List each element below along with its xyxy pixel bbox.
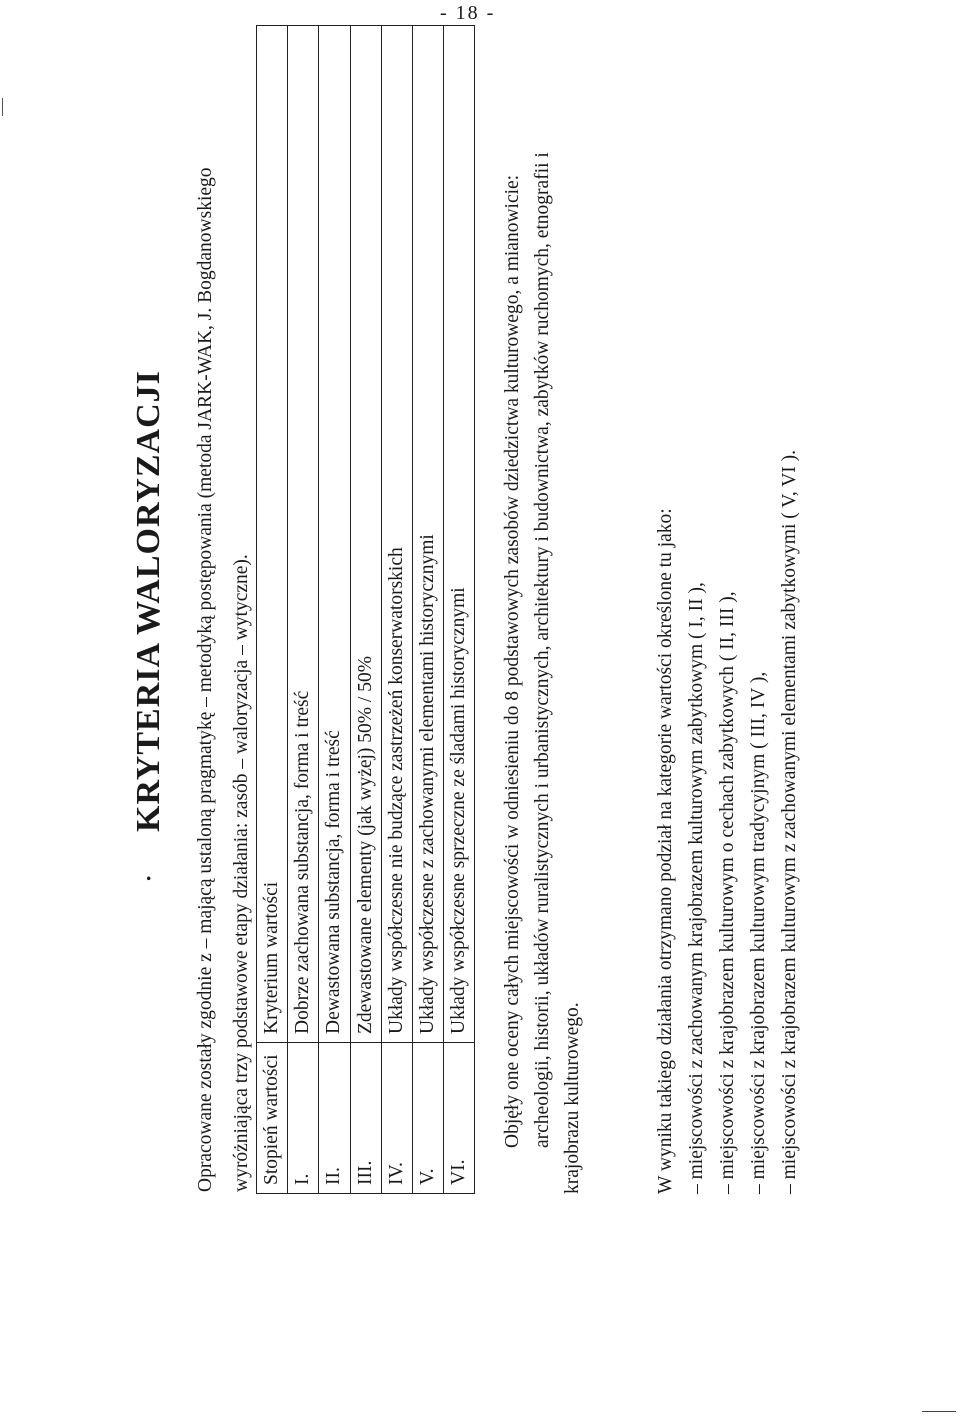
row-degree: III.: [350, 1043, 381, 1194]
table-row: [381, 26, 412, 1194]
heading-title: KRYTERIA WALORYZACJI: [130, 370, 167, 832]
row-criterion: Układy współczesne nie budzące zastrzeżeń konserwatorskich: [381, 26, 412, 1043]
scan-mark: [2, 98, 3, 116]
criteria-table: [256, 25, 475, 1194]
table-row: [350, 26, 381, 1194]
header-degree: Stopień wartości: [257, 1043, 288, 1194]
table-row: [412, 26, 443, 1194]
row-criterion: Układy współczesne sprzeczne ze śladami historycznymi: [444, 26, 475, 1043]
table-header-row: [257, 26, 288, 1194]
list-item: – miejscowości z krajobrazem kulturowym o cechach zabytkowych ( II, III ),: [717, 591, 738, 1194]
summary-section: [498, 84, 588, 1194]
row-degree: VI.: [444, 1043, 475, 1194]
intro-paragraph: Opracowane zostały zgodnie z – mającą ustaloną pragmatykę – metodyką postępowania (metoda JARK-WAK, J. Bogdanowskiego wyróżniająca trzy podstawowe etapy działania: zasób – waloryzacja – wytyczne).: [195, 167, 252, 1192]
list-item: – miejscowości z krajobrazem kulturowym z zachowanymi elementami zabytkowymi ( V, VI ).: [779, 449, 800, 1194]
row-degree: I.: [288, 1043, 319, 1194]
list-item: – miejscowości z krajobrazem kulturowym tradycyjnym ( III, IV ),: [748, 671, 769, 1194]
row-criterion: Zdewastowane elementy (jak wyżej) 50% / 50%: [350, 26, 381, 1043]
section-heading: [130, 370, 168, 882]
list-item: – miejscowości z zachowanym krajobrazem kulturowym zabytkowym ( I, II ),: [686, 582, 707, 1194]
table-row: [319, 26, 350, 1194]
table-row: [444, 26, 475, 1194]
rotated-page-content: [40, 20, 940, 1400]
row-criterion: Układy współczesne z zachowanymi elementami historycznymi: [412, 26, 443, 1043]
table-row: [288, 26, 319, 1194]
heading-marker: ·: [136, 873, 161, 882]
result-intro: W wyniku takiego działania otrzymano podział na kategorie wartości określone tu jako:: [655, 508, 676, 1194]
row-degree: V.: [412, 1043, 443, 1194]
summary-paragraph: Objęły one oceny całych miejscowości w odniesieniu do 8 podstawowych zasobów dziedzictwa kulturowego, a mianowicie:: [502, 174, 523, 1148]
row-degree: II.: [319, 1043, 350, 1194]
row-degree: IV.: [381, 1043, 412, 1194]
scan-corner-mark: [922, 1411, 956, 1412]
result-section: [650, 294, 805, 1194]
row-criterion: Dewastowana substancja, forma i treść: [319, 26, 350, 1043]
summary-resources: archeologii, historii, układów ruralistycznych i urbanistycznych, architektury i budownictwa, zabytków ruchomych, etnografii i krajobrazu kulturowego.: [532, 152, 583, 1194]
page-number: - 18 -: [440, 2, 496, 24]
header-criterion: Kryterium wartości: [257, 26, 288, 1043]
row-criterion: Dobrze zachowana substancja, forma i treść: [288, 26, 319, 1043]
